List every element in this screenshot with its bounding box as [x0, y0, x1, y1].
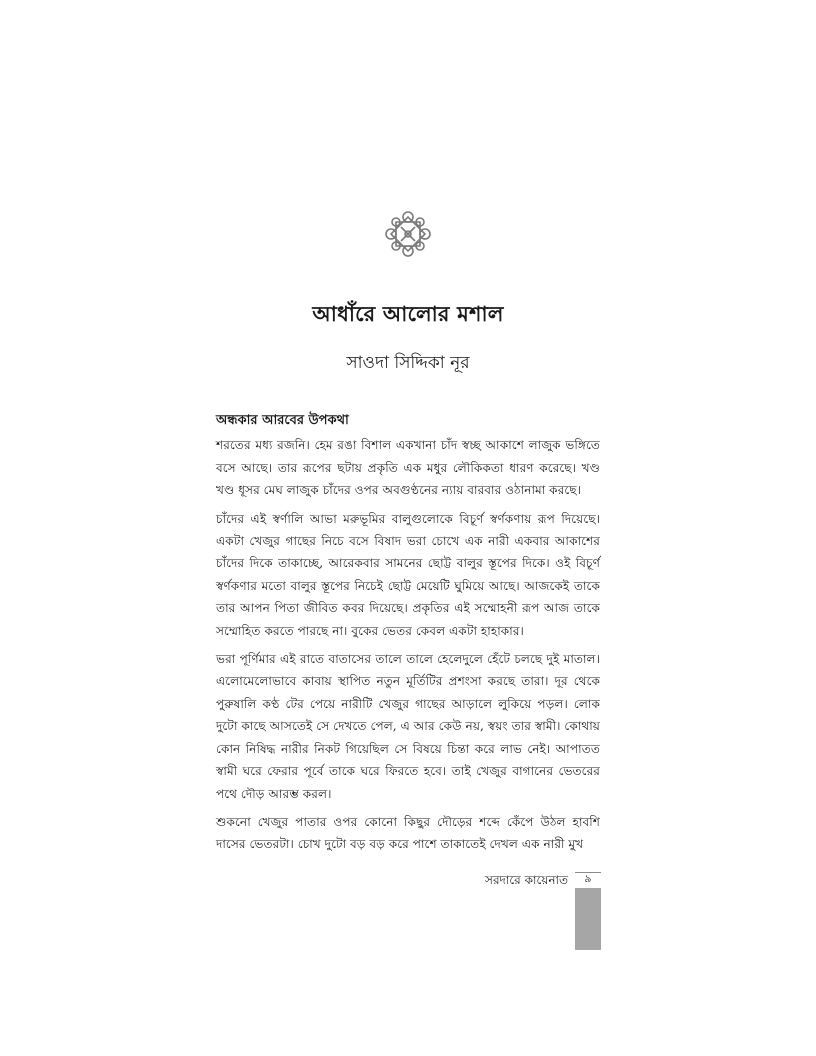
chapter-author: সাওদা সিদ্দিকা নূর — [346, 353, 470, 373]
paragraph: চাঁদের এই স্বর্ণালি আভা মরুভূমির বালুগুলোকে বিচূর্ণ স্বর্ণকণায় রূপ দিয়েছে। একটা খেজুর গাছের নিচে বসে বিষাদ ভরা চোখে এক নারী একবার আকাশের চাঁদের দিকে তাকাচ্ছে, আরেকবার সামনের ছোট্ট বালুর স্তূপের দিকে। ওই বিচূর্ণ স্বর্ণকণার মতো বালুর স্তূপের নিচেই ছোট্ট মেয়েটি ঘুমিয়ে আছে। আজকেই তাকে তার আপন পিতা জীবিত কবর দিয়েছে। প্রকৃতির এই সম্মোহনী রূপ আজ তাকে সম্মোহিত করতে পারছে না। বুকের ভেতর কেবল একটা হাহাকার। — [216, 511, 600, 638]
page-tab-bar — [575, 888, 601, 950]
paragraph: ভরা পূর্ণিমার এই রাতে বাতাসের তালে তালে হেলেদুলে হেঁটে চলছে দুই মাতাল। এলোমেলোভাবে কাবায় স্থাপিত নতুন মূর্তিটির প্রশংসা করছে তারা। দূর থেকে পুরুষালি কণ্ঠ টের পেয়ে নারীটি খেজুর গাছের আড়ালে লুকিয়ে পড়ল। লোক দুটো কাছে আসতেই সে দেখতে পেল, এ আর কেউ নয়, স্বয়ং তার স্বামী। কোথায় কোন নিষিদ্ধ নারীর নিকট গিয়েছিল সে বিষয়ে চিন্তা করে লাভ নেই। আপাতত স্বামী ঘরে ফেরার পূর্বে তাকে ঘরে ফিরতে হবে। তাই খেজুর বাগানের ভেতরের পথে দৌড় আরম্ভ করল। — [216, 652, 600, 801]
chapter-body — [216, 410, 600, 862]
paragraph: শুকনো খেজুর পাতার ওপর কোনো কিছুর দৌড়ের শব্দে কেঁপে উঠল হাবশি দাসের ভেতরটা। চোখ দুটো বড় বড় করে পাশে তাকাতেই দেখল এক নারী মুখ — [216, 814, 600, 852]
section-heading: অন্ধকার আরবের উপকথা — [216, 413, 349, 428]
chapter-title: আধাঁরে আলোর মশাল — [312, 301, 504, 326]
geometric-rosette-icon — [384, 210, 432, 258]
running-footer-title: সরদারে কায়েনাত — [485, 873, 568, 887]
page-number: ৯ — [584, 872, 592, 885]
page-number-tab — [575, 868, 601, 950]
paragraph: শরতের মধ্য রজনি। হেম রঙা বিশাল একখানা চাঁদ স্বচ্ছ আকাশে লাজুক ভঙ্গিতে বসে আছে। তার রূপের ছটায় প্রকৃতি এক মধুর লৌকিকতা ধারণ করেছে। খণ্ড খণ্ড ধূসর মেঘ লাজুক চাঁদের ওপর অবগুণ্ঠনের ন্যায় বারবার ওঠানামা করছে। — [216, 438, 600, 498]
